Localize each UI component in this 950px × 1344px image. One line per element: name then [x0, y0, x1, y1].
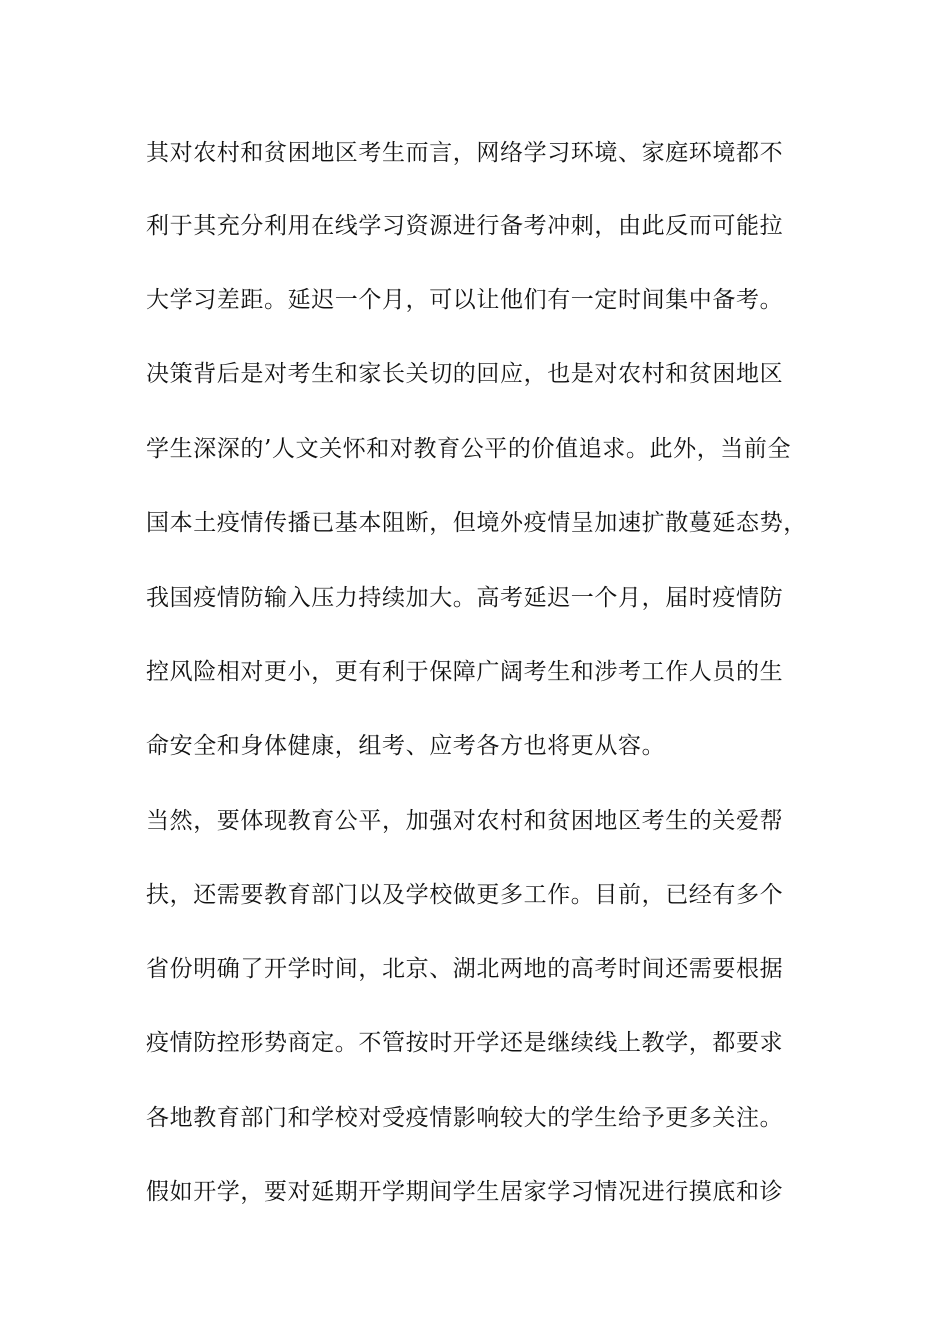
text-line: 学生深深的’人文关怀和对教育公平的价值追求。此外，当前全	[146, 436, 792, 462]
text-line: 疫情防控形势商定。不管按时开学还是继续线上教学，都要求	[146, 1030, 784, 1056]
text-line: 命安全和身体健康，组考、应考各方也将更从容。	[146, 733, 666, 759]
text-line: 利于其充分利用在线学习资源进行备考冲刺，由此反而可能拉	[146, 213, 784, 239]
text-line: 扶，还需要教育部门以及学校做更多工作。目前，已经有多个	[146, 882, 784, 908]
text-line: 决策背后是对考生和家长关切的回应，也是对农村和贫困地区	[146, 361, 784, 387]
text-line: 我国疫情防输入压力持续加大。高考延迟一个月，届时疫情防	[146, 585, 784, 611]
text-line: 控风险相对更小，更有利于保障广阔考生和涉考工作人员的生	[146, 659, 784, 685]
text-line: 国本土疫情传播已基本阻断，但境外疫情呈加速扩散蔓延态势，	[146, 510, 807, 536]
text-line: 当然，要体现教育公平，加强对农村和贫困地区考生的关爱帮	[146, 808, 784, 834]
text-line: 各地教育部门和学校对受疫情影响较大的学生给予更多关注。	[146, 1105, 784, 1131]
text-line: 其对农村和贫困地区考生而言，网络学习环境、家庭环境都不	[146, 140, 784, 166]
text-line: 大学习差距。延迟一个月，可以让他们有一定时间集中备考。	[146, 287, 784, 313]
text-line: 省份明确了开学时间，北京、湖北两地的高考时间还需要根据	[146, 956, 784, 982]
text-line: 假如开学，要对延期开学期间学生居家学习情况进行摸底和诊	[146, 1179, 784, 1205]
